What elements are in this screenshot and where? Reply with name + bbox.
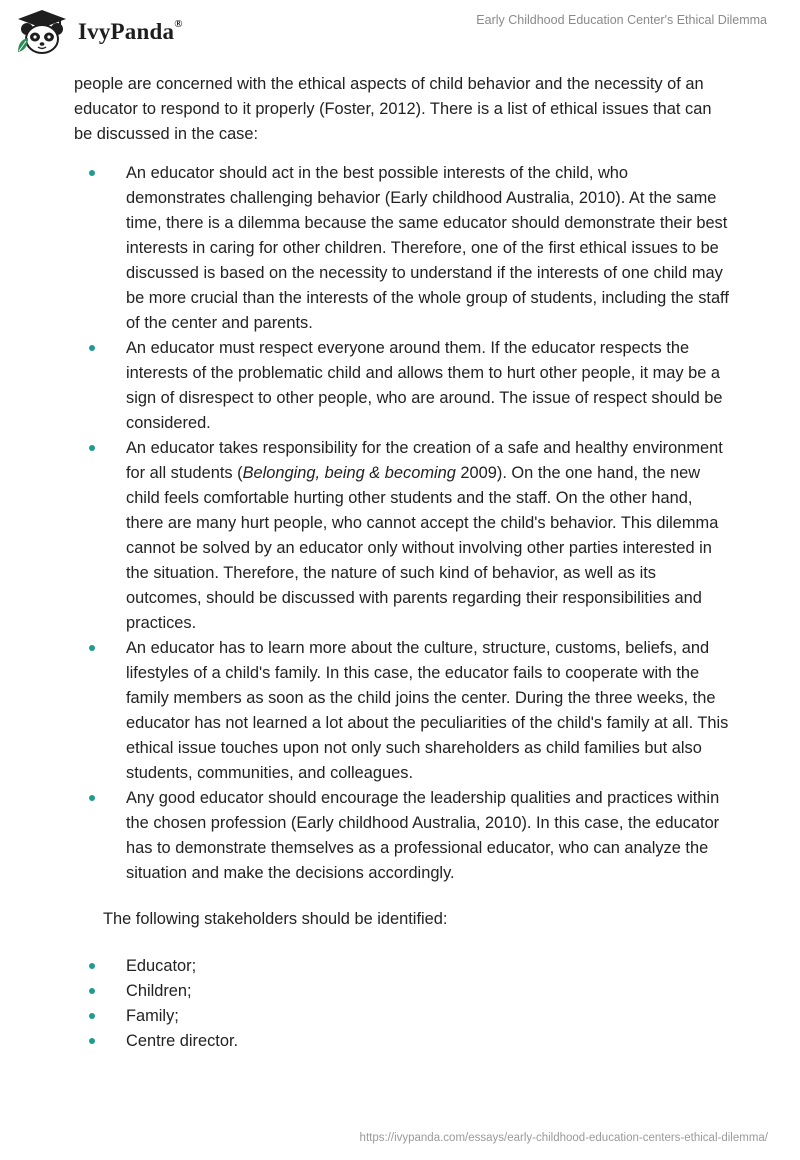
list-item: Family; bbox=[74, 1004, 730, 1029]
essay-body bbox=[74, 72, 730, 1054]
source-url-link[interactable]: https://ivypanda.com/essays/early-childhood-education-centers-ethical-dilemma/ bbox=[359, 1132, 768, 1144]
stakeholders-list bbox=[74, 954, 730, 1054]
list-item: An educator should act in the best possible interests of the child, who demonstrates challenging behavior (Early childhood Australia, 2010). At the same time, there is a dilemma because the same educator should demonstrate their best interests in caring for other children. Therefore, one of the first ethical issues to be discussed is based on the necessity to understand if the interests of one child may be more crucial than the interests of the whole group of students, including the staff of the center and parents. bbox=[74, 161, 730, 336]
list-item-text: 2009). On the one hand, the new child feels comfortable hurting other students and the staff. On the other hand, there are many hurt people, who cannot accept the child's behavior. This dilemma cannot be solved by an educator only without involving other parties interested in the situation. Therefore, the nature of such kind of behavior, as well as its outcomes, should be discussed with parents regarding their responsibilities and practices. bbox=[126, 464, 719, 632]
list-item: An educator must respect everyone around them. If the educator respects the interests of the problematic child and allows them to hurt other people, it may be a sign of disrespect to other people, who are around. The issue of respect should be considered. bbox=[74, 336, 730, 436]
list-item: Any good educator should encourage the leadership qualities and practices within the chosen profession (Early childhood Australia, 2010). In this case, the educator has to demonstrate themselves as a professional educator, who can analyze the situation and make the decisions accordingly. bbox=[74, 786, 730, 886]
document-title: Early Childhood Education Center's Ethical Dilemma bbox=[476, 13, 767, 27]
list-item: Children; bbox=[74, 979, 730, 1004]
list-item: An educator has to learn more about the culture, structure, customs, beliefs, and lifestyles of a child's family. In this case, the educator fails to cooperate with the family members as soon as the child joins the center. During the three weeks, the educator has not learned a lot about the peculiarities of the child's family at all. This ethical issue touches upon not only such shareholders as child families but also students, communities, and colleagues. bbox=[74, 636, 730, 786]
list-item: Educator; bbox=[74, 954, 730, 979]
panda-logo-icon[interactable] bbox=[14, 8, 70, 56]
stakeholders-lead: The following stakeholders should be identified: bbox=[103, 910, 448, 928]
list-item bbox=[74, 436, 730, 636]
brand-name[interactable]: IvyPanda® bbox=[78, 18, 183, 44]
registered-mark: ® bbox=[174, 18, 183, 31]
page-header bbox=[0, 0, 800, 70]
ethical-issues-list bbox=[74, 161, 730, 886]
intro-paragraph: people are concerned with the ethical aspects of child behavior and the necessity of an educator to respond to it properly (Foster, 2012). There is a list of ethical issues that can be discussed in the case: bbox=[74, 75, 712, 143]
book-title: Belonging, being & becoming bbox=[242, 464, 456, 482]
list-item-text: An educator takes responsibility for the creation of a safe and healthy environment for all students ( bbox=[126, 439, 723, 482]
list-item: Centre director. bbox=[74, 1029, 730, 1054]
